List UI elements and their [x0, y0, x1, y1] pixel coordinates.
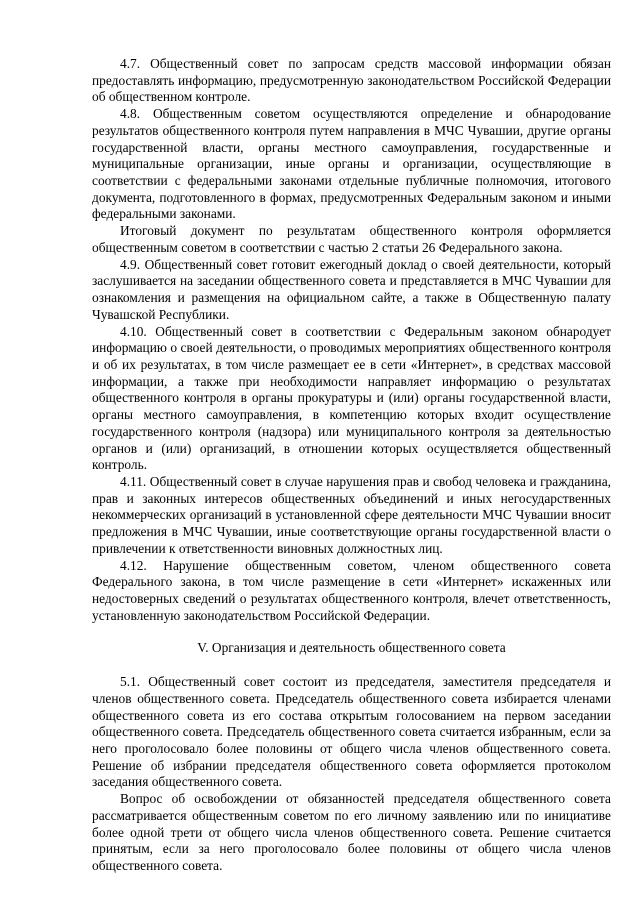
document-page: [92, 56, 611, 875]
paragraph-4-10: 4.10. Общественный совет в соответствии с Федеральным законом обнародует информацию о своей деятельности, о проводимых мероприятиях общественного контроля и об их результатах, в том числе размещает ее в сети «Интернет», в средствах массовой информации, а также при необходимости направляет информацию о результатах общественного контроля в органы прокуратуры и (или) органы государственной власти, органы местного самоуправления, в компетенцию которых входит осуществление государственного контроля (надзора) или муниципального контроля за деятельностью органов и (или) организаций, в отношении которых осуществляется общественный контроль.: [92, 323, 611, 473]
paragraph-final-document: Итоговый документ по результатам общественного контроля оформляется общественным советом в соответствии с частью 2 статьи 26 Федерального закона.: [92, 223, 611, 255]
section-heading: V. Организация и деятельность общественного совета: [197, 640, 506, 656]
paragraph-5-1: 5.1. Общественный совет состоит из председателя, заместителя председателя и членов общественного совета. Председатель общественного совета избирается членами общественного совета из его состава открытым голосованием на первом заседании общественного совета. Председатель общественного совета считается избранным, если за него проголосовало более половины от общего числа членов общественного совета. Решение об избрании председателя общественного совета оформляется протоколом заседания общественного совета.: [92, 674, 611, 790]
paragraph-4-11: 4.11. Общественный совет в случае нарушения прав и свобод человека и гражданина, прав и законных интересов общественных объединений и иных негосударственных некоммерческих организаций в установленной сфере деятельности МЧС Чувашии вносит предложения в МЧС Чувашии, иные соответствующие органы государственной власти о привлечении к ответственности виновных должностных лиц.: [92, 473, 611, 556]
paragraph-4-8: 4.8. Общественным советом осуществляются определение и обнародование результатов общественного контроля путем направления в МЧС Чувашии, другие органы государственной власти, органы местного самоуправления, государственные и муниципальные организации, иные органы и организации, осуществляющие в соответствии с федеральными законами отдельные публичные полномочия, итогового документа, подготовленного в формах, предусмотренных Федеральным законом и иными федеральными законами.: [92, 106, 611, 222]
paragraph-chair-release: Вопрос об освобождении от обязанностей председателя общественного совета рассматривается общественным советом по его личному заявлению или по инициативе более одной трети от общего числа членов общественного совета. Решение считается принятым, если за него проголосовало более половины от общего числа членов общественного совета.: [92, 791, 611, 874]
paragraph-4-12: 4.12. Нарушение общественным советом, членом общественного совета Федерального закона, в том числе размещение в сети «Интернет» искаженных или недостоверных сведений о результатах общественного контроля, влечет ответственность, установленную законодательством Российской Федерации.: [92, 557, 611, 623]
paragraph-4-9: 4.9. Общественный совет готовит ежегодный доклад о своей деятельности, который заслушивается на заседании общественного совета и представляется в МЧС Чувашии для ознакомления и размещения на официальном сайте, а также в Общественную палату Чувашской Республики.: [92, 256, 611, 322]
paragraph-4-7: 4.7. Общественный совет по запросам средств массовой информации обязан предоставлять информацию, предусмотренную законодательством Российской Федерации об общественном контроле.: [92, 56, 611, 105]
